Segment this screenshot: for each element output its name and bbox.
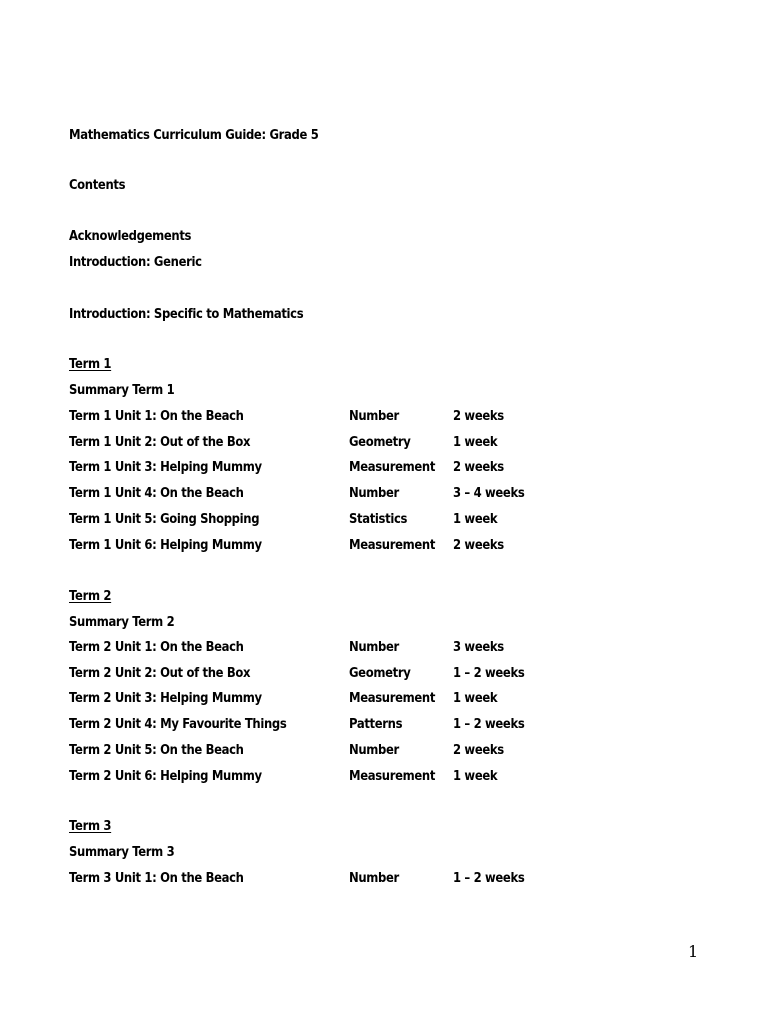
unit-strand: Number	[349, 742, 399, 758]
unit-duration: 1 – 2 weeks	[453, 716, 525, 732]
toc-row	[69, 715, 709, 733]
unit-title: Term 2 Unit 6: Helping Mummy	[69, 768, 262, 784]
term-heading: Term 2	[69, 588, 112, 604]
unit-title: Term 1 Unit 6: Helping Mummy	[69, 537, 262, 553]
toc-row	[69, 433, 709, 451]
unit-duration: 1 week	[453, 511, 498, 527]
unit-title: Term 3 Unit 1: On the Beach	[69, 870, 244, 886]
document-title: Mathematics Curriculum Guide: Grade 5	[69, 127, 319, 143]
unit-strand: Measurement	[349, 768, 436, 784]
unit-title: Term 1 Unit 5: Going Shopping	[69, 511, 260, 527]
term-summary: Summary Term 3	[69, 844, 175, 860]
unit-duration: 1 week	[453, 690, 498, 706]
unit-duration: 1 week	[453, 768, 498, 784]
unit-title: Term 1 Unit 1: On the Beach	[69, 408, 244, 424]
toc-row	[69, 407, 709, 425]
unit-duration: 2 weeks	[453, 408, 504, 424]
unit-title: Term 2 Unit 2: Out of the Box	[69, 665, 251, 681]
unit-strand: Statistics	[349, 511, 408, 527]
unit-title: Term 2 Unit 4: My Favourite Things	[69, 716, 287, 732]
toc-acknowledgements: Acknowledgements	[69, 228, 192, 244]
unit-strand: Measurement	[349, 537, 436, 553]
unit-duration: 3 weeks	[453, 639, 504, 655]
toc-row	[69, 741, 709, 759]
unit-title: Term 1 Unit 4: On the Beach	[69, 485, 244, 501]
unit-strand: Number	[349, 408, 399, 424]
toc-row	[69, 458, 709, 476]
unit-title: Term 1 Unit 2: Out of the Box	[69, 434, 251, 450]
unit-duration: 2 weeks	[453, 742, 504, 758]
unit-duration: 1 – 2 weeks	[453, 665, 525, 681]
unit-duration: 1 – 2 weeks	[453, 870, 525, 886]
toc-row	[69, 638, 709, 656]
toc-row	[69, 536, 709, 554]
unit-duration: 3 – 4 weeks	[453, 485, 525, 501]
toc-row	[69, 484, 709, 502]
page-number: 1	[688, 942, 699, 961]
unit-strand: Geometry	[349, 434, 411, 450]
unit-title: Term 2 Unit 3: Helping Mummy	[69, 690, 262, 706]
unit-duration: 2 weeks	[453, 537, 504, 553]
term-heading: Term 1	[69, 356, 112, 372]
unit-strand: Number	[349, 485, 399, 501]
unit-strand: Patterns	[349, 716, 403, 732]
unit-title: Term 2 Unit 5: On the Beach	[69, 742, 244, 758]
unit-duration: 1 week	[453, 434, 498, 450]
toc-row	[69, 664, 709, 682]
contents-heading: Contents	[69, 177, 126, 193]
term-summary: Summary Term 1	[69, 382, 175, 398]
unit-title: Term 2 Unit 1: On the Beach	[69, 639, 244, 655]
unit-strand: Geometry	[349, 665, 411, 681]
toc-row	[69, 767, 709, 785]
toc-row	[69, 689, 709, 707]
unit-strand: Number	[349, 870, 399, 886]
term-summary: Summary Term 2	[69, 614, 175, 630]
toc-intro-generic: Introduction: Generic	[69, 254, 202, 270]
toc-intro-specific: Introduction: Specific to Mathematics	[69, 306, 304, 322]
toc-row	[69, 869, 709, 887]
unit-strand: Measurement	[349, 690, 436, 706]
toc-row	[69, 510, 709, 528]
unit-duration: 2 weeks	[453, 459, 504, 475]
unit-strand: Measurement	[349, 459, 436, 475]
term-heading: Term 3	[69, 818, 112, 834]
unit-strand: Number	[349, 639, 399, 655]
unit-title: Term 1 Unit 3: Helping Mummy	[69, 459, 262, 475]
